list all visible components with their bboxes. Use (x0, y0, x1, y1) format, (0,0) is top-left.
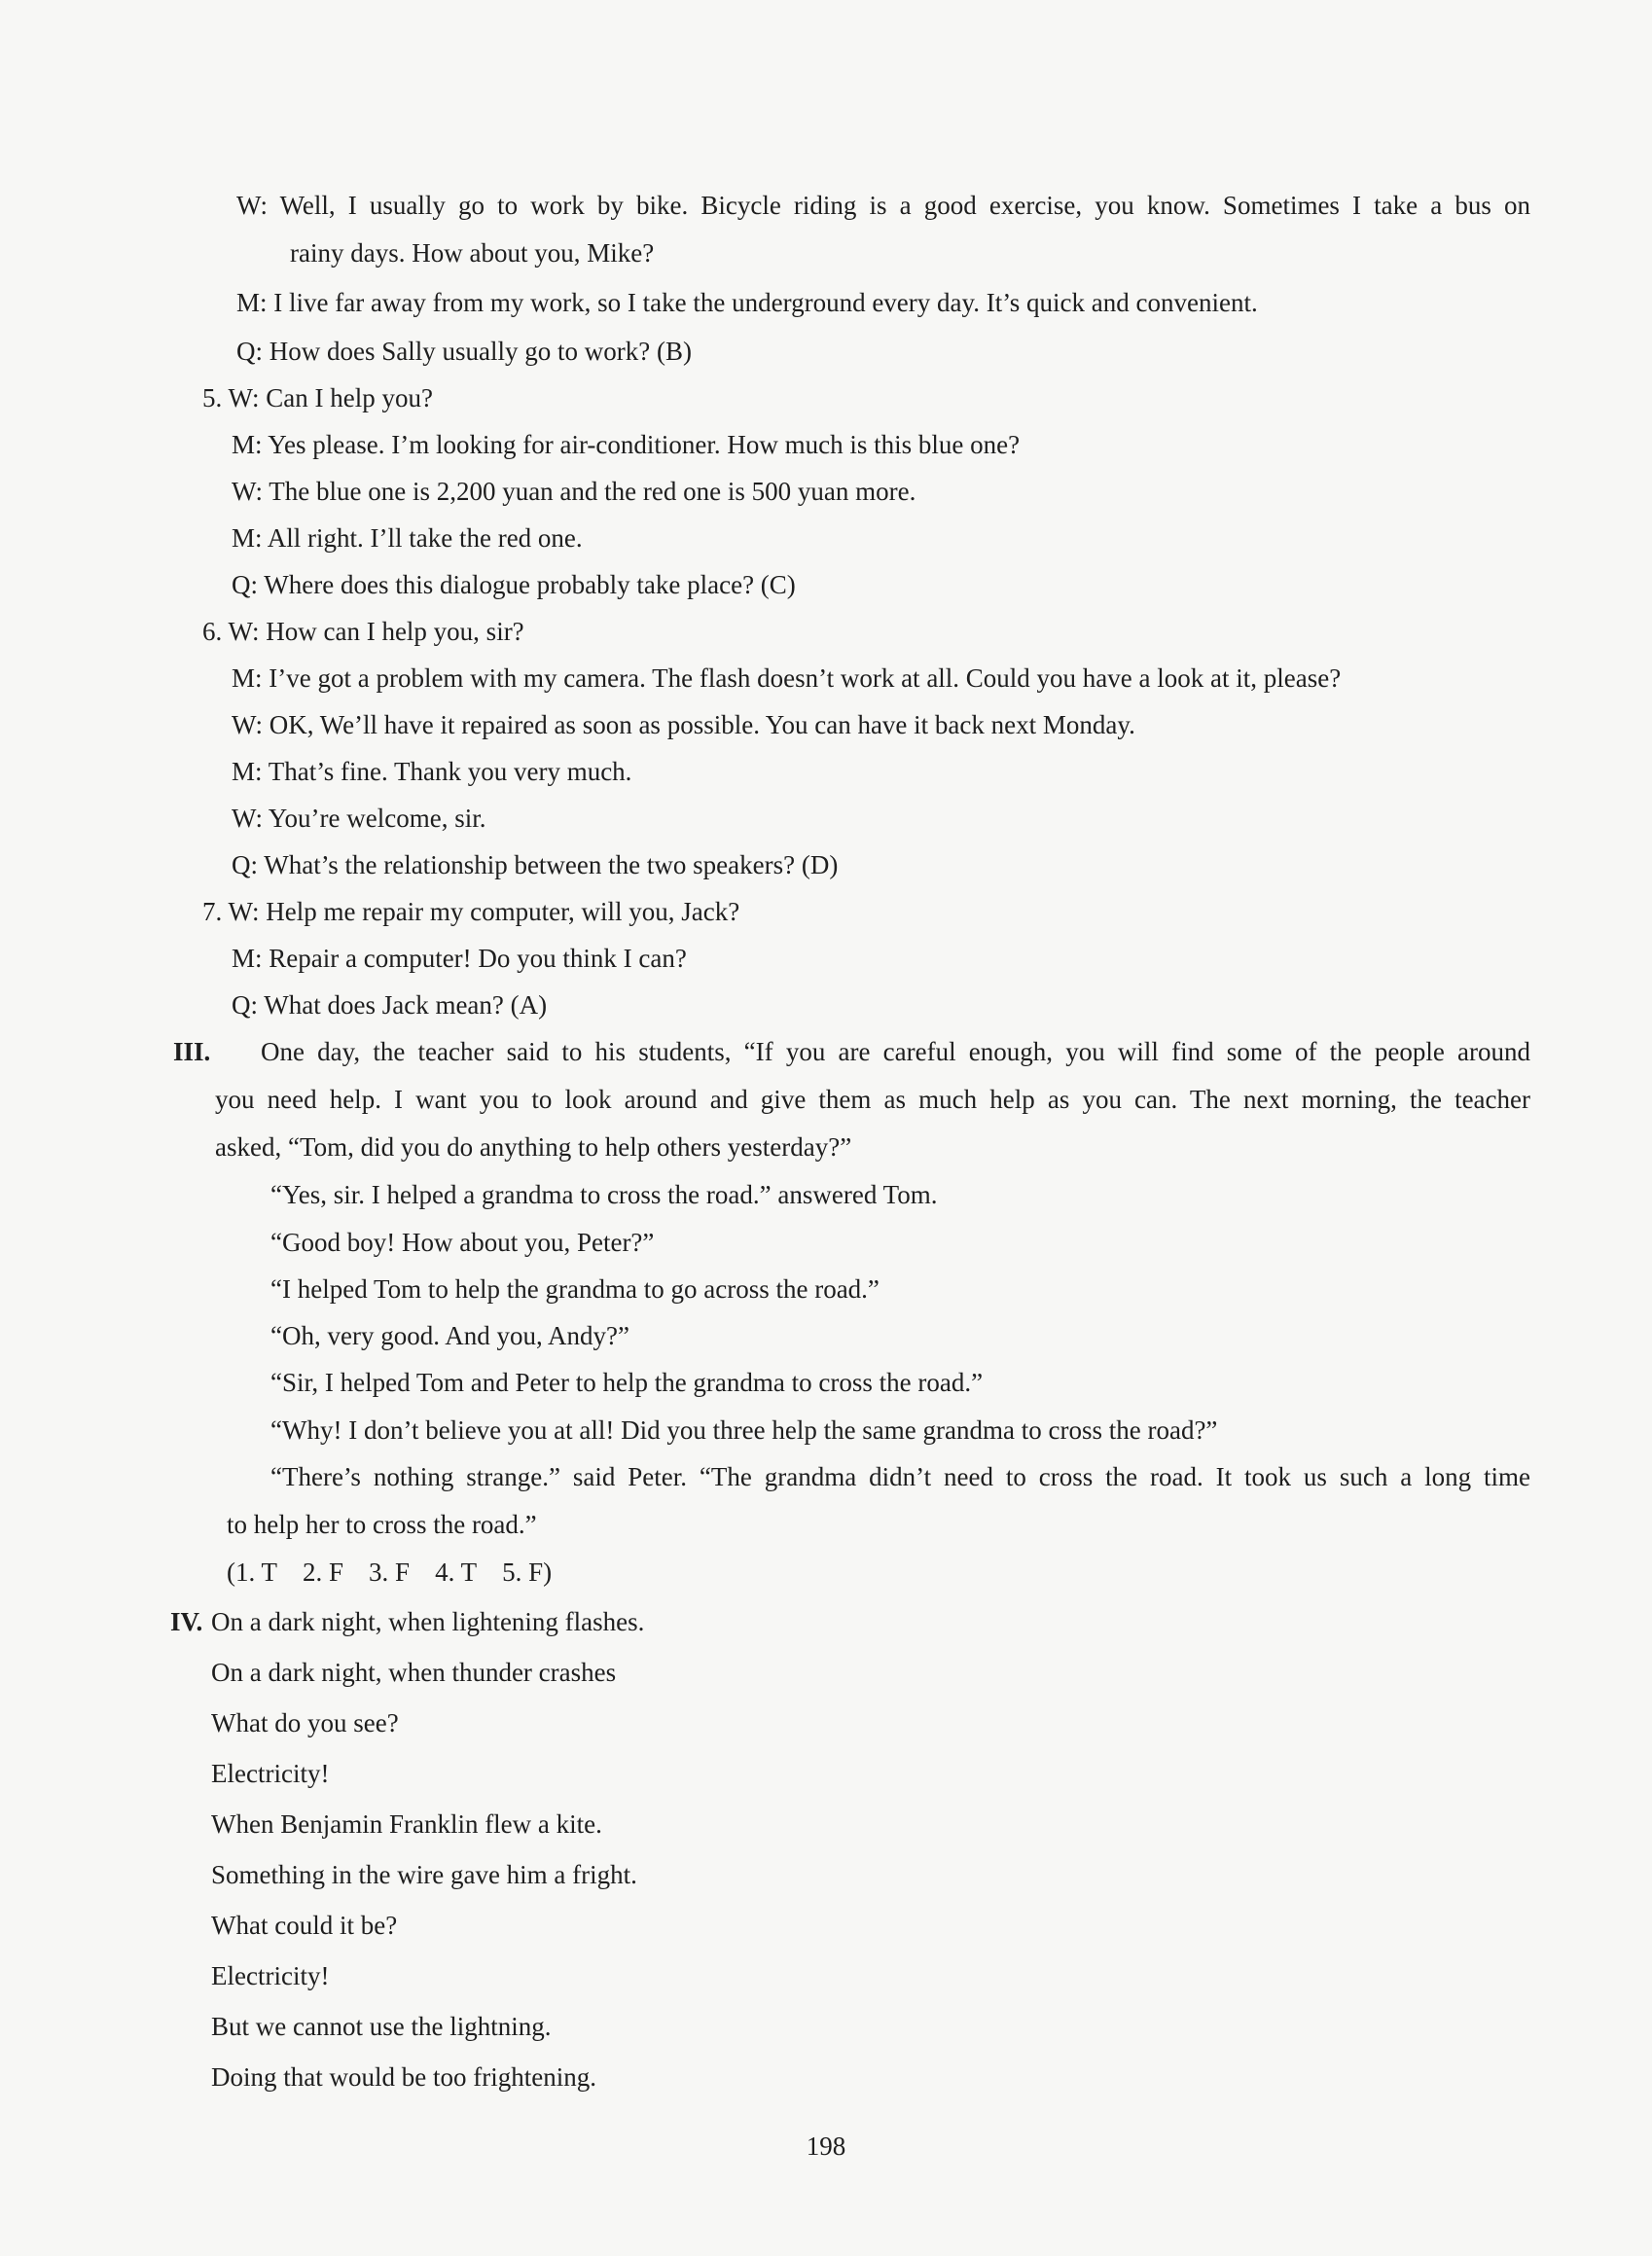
story-quote: “There’s nothing strange.” said Peter. “The grandma didn’t need to cross the road. It took us such a long time (270, 1462, 1530, 1491)
poem-line: On a dark night, when lightening flashes. (211, 1607, 645, 1636)
dialogue-line: 6. W: How can I help you, sir? (202, 617, 524, 646)
poem-line: On a dark night, when thunder crashes (211, 1658, 617, 1687)
dialogue-line: M: That’s fine. Thank you very much. (232, 757, 632, 786)
dialogue-line: 5. W: Can I help you? (202, 383, 433, 412)
answer-4: 4. T (435, 1558, 478, 1587)
story-line: to help her to cross the road.” (227, 1510, 537, 1539)
poem-line: Doing that would be too frightening. (211, 2062, 596, 2092)
story-line: you need help. I want you to look around and give them as much help as you can. The next morning, the teacher (215, 1085, 1530, 1114)
poem-line: What do you see? (211, 1708, 399, 1737)
dialogue-line: rainy days. How about you, Mike? (290, 238, 655, 268)
dialogue-line: M: Yes please. I’m looking for air-conditioner. How much is this blue one? (232, 430, 1021, 459)
page-number: 198 (806, 2131, 846, 2161)
question-line: Q: What does Jack mean? (A) (232, 990, 548, 1020)
poem-line: Electricity! (211, 1759, 330, 1788)
story-quote: “Why! I don’t believe you at all! Did you three help the same grandma to cross the road?” (270, 1415, 1218, 1445)
poem-line: What could it be? (211, 1911, 398, 1940)
dialogue-line: M: I’ve got a problem with my camera. The flash doesn’t work at all. Could you have a look at it, please? (232, 663, 1342, 693)
dialogue-line: W: OK, We’ll have it repaired as soon as possible. You can have it back next Monday. (232, 710, 1135, 739)
dialogue-line: 7. W: Help me repair my computer, will you, Jack? (202, 897, 740, 926)
section-label-iii: III. (173, 1037, 211, 1066)
question-line: Q: What’s the relationship between the two speakers? (D) (232, 850, 839, 879)
poem-line: Electricity! (211, 1961, 330, 1990)
dialogue-line: M: I live far away from my work, so I take the underground every day. It’s quick and convenient. (236, 288, 1258, 317)
story-line: One day, the teacher said to his students, “If you are careful enough, you will find some of the people around (261, 1037, 1530, 1066)
poem-line: When Benjamin Franklin flew a kite. (211, 1809, 602, 1839)
question-line: Q: Where does this dialogue probably take place? (C) (232, 570, 796, 599)
answer-3: 3. F (369, 1558, 411, 1587)
dialogue-line: M: Repair a computer! Do you think I can? (232, 944, 687, 973)
story-line: asked, “Tom, did you do anything to help others yesterday?” (215, 1132, 852, 1162)
dialogue-line: W: You’re welcome, sir. (232, 804, 486, 833)
story-quote: “Oh, very good. And you, Andy?” (270, 1321, 629, 1350)
story-quote: “Good boy! How about you, Peter?” (270, 1228, 655, 1257)
section-label-iv: IV. (170, 1607, 203, 1636)
story-quote: “Yes, sir. I helped a grandma to cross the road.” answered Tom. (270, 1180, 938, 1209)
story-quote: “I helped Tom to help the grandma to go across the road.” (270, 1274, 880, 1304)
dialogue-line: W: The blue one is 2,200 yuan and the red one is 500 yuan more. (232, 477, 916, 506)
answer-2: 2. F (303, 1558, 344, 1587)
poem-line: But we cannot use the lightning. (211, 2012, 552, 2041)
answer-5: 5. F) (502, 1558, 553, 1587)
poem-line: Something in the wire gave him a fright. (211, 1860, 637, 1889)
answer-key (227, 1555, 577, 1590)
dialogue-line: W: Well, I usually go to work by bike. Bicycle riding is a good exercise, you know. Sometimes I take a bus on (236, 191, 1530, 220)
question-line: Q: How does Sally usually go to work? (B) (236, 337, 692, 366)
story-quote: “Sir, I helped Tom and Peter to help the grandma to cross the road.” (270, 1368, 984, 1397)
dialogue-line: M: All right. I’ll take the red one. (232, 523, 583, 553)
answer-1: (1. T (227, 1558, 277, 1587)
